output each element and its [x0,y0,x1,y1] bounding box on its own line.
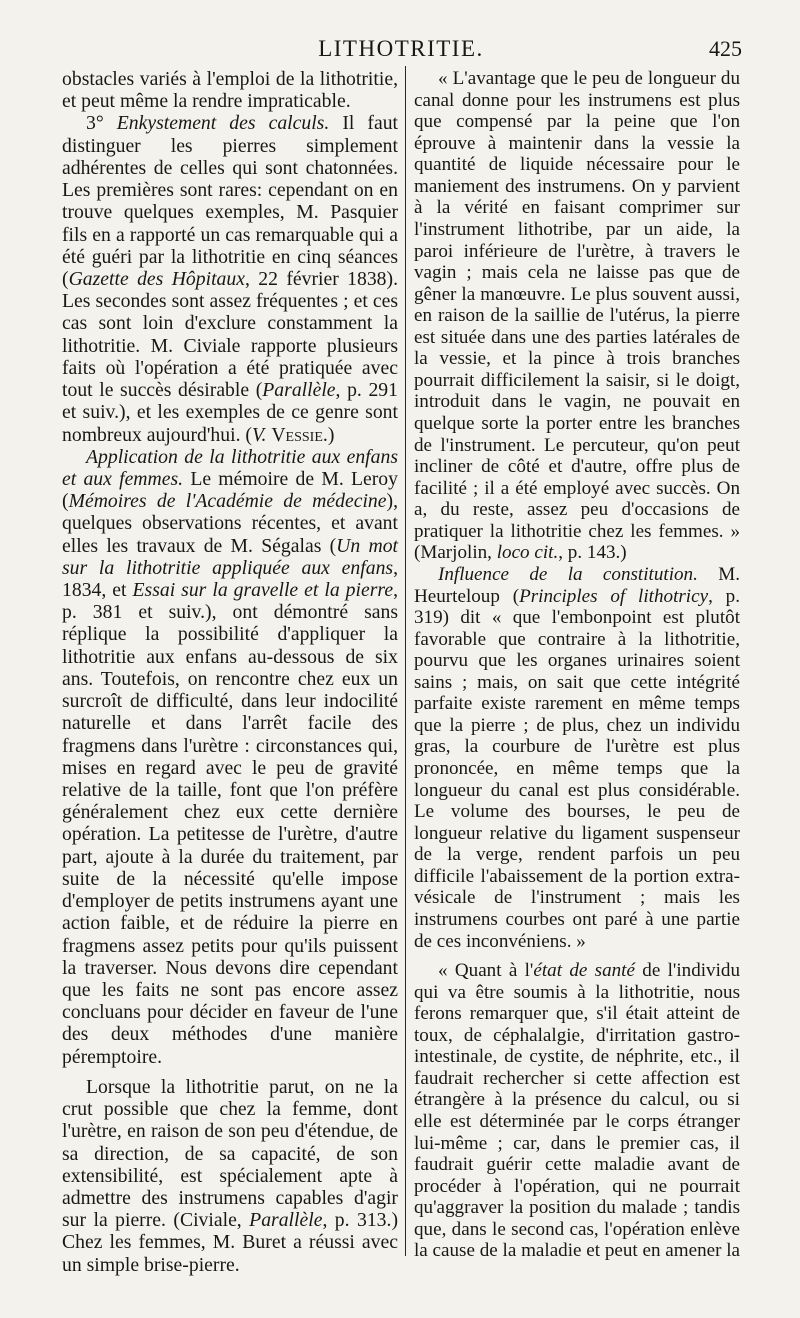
paragraph-avantage: « L'avantage que le peu de longueur du canal donne pour les instrumens est plus que compensé par la peine que l'on éprouve à maintenir dans la vessie la quantité de liquide nécessaire pour le maniement des instrumens. On y parvient à la vérité en faisant comprimer sur l'instrument lithotribe, par un aide, la paroi inférieure de l'urètre, à travers le vagin ; mais cela ne laisse pas que de gêner la manœuvre. Le plus souvent aussi, en raison de la saillie de l'utérus, la pierre est située dans une des parties latérales de la vessie, et la pince à trois branches pourrait difficilement la saisir, si le doigt, introduit dans le vagin, ne pouvait en quelque sorte la porter entre les branches de l'instrument. Le percuteur, qu'on peut incliner de côté et d'autre, offre plus de facilité ; il a été employé avec succès. On a, du reste, assez peu d'occasions de pratiquer la lithotritie chez les femmes. » (Marjolin, loco cit., p. 143.) [414,68,740,564]
left-column [62,68,398,1276]
section-heading-constitution: Influence de la constitution. [438,563,698,585]
page-number: 425 [709,36,742,61]
citation-gazette: Gazette des Hôpitaux [68,267,245,290]
emphasis-etat-de-sante: état de santé [533,960,635,982]
cross-reference-vessie: Vessie [271,423,323,446]
citation-essai: Essai sur la gravelle et la pierre [132,579,394,602]
paragraph-femme: Lorsque la lithotritie parut, on ne la crut possible que chez la femme, dont l'urètre, en raison de son peu d'étendue, de sa direction, de sa capacité, de son extensibilité, est spécialement apte à admettre des instrumens capables d'agir sur la pierre. (Civiale, Parallèle, p. 313.) Chez les femmes, M. Buret a réussi avec un simple brise-pierre. [62,1075,398,1276]
paragraph-enkystement: 3° Enkystement des calculs. Il faut distinguer les pierres simplement adhérentes de celles qui sont chatonnées. Les premières sont rares: cependant on en trouve quelques exemples, M. Pasquier fils en a rapporté un cas remarquable qui a été guéri par la lithotritie en cinq séances (Gazette des Hôpitaux, 22 février 1838). Les secondes sont assez fréquentes ; et ces cas sont loin d'exclure constamment la lithotritie. M. Civiale rapporte plusieurs faits où l'opération a été pratiquée avec tout le succès désirable (Parallèle, p. 291 et suiv.), et les exemples de ce genre sont nombreux aujourd'hui. (V. Vessie.) [62,112,399,446]
paragraph-continuation: obstacles variés à l'emploi de la lithotritie, et peut même la rendre impraticable. [62,68,398,113]
citation-parallele-2: Parallèle [249,1209,323,1232]
citation-parallele: Parallèle [262,379,336,402]
section-heading-application: Application de la lithotritie aux enfans et aux femmes. [62,445,398,490]
page-header [60,36,742,66]
citation-loco-cit: loco cit. [496,542,559,564]
right-column [414,68,740,1262]
paragraph-etat-de-sante: « Quant à l'état de santé de l'individu qui va être soumis à la lithotritie, nous ferons remarquer que, s'il était atteint de toux, de céphalalgie, d'irritation gastro-intestinale, de cystite, de néphrite, etc., il faudrait rechercher si cette affection est étrangère à la présence du calcul, ou si elle est déterminée par le corps étranger lui-même ; car, dans le premier cas, il faudrait guérir cette maladie avant de procéder à l'opération, qui ne pourrait qu'aggraver la position du malade ; tandis que, dans le second cas, l'opération enlève la cause de la maladie et peut en amener la [414,960,741,1262]
citation-principles: Principles of lithotricy [519,585,709,607]
paragraph-constitution: Influence de la constitution. M. Heurteloup (Principles of lithotricy, p. 319) dit « que l'embonpoint est plutôt favorable que contraire à la lithotritie, pourvu que les organes urinaires soient sains ; mais, on sait que cette intégrité parfaite existe rarement en même temps que la pierre ; de plus, chez un individu gras, la courbure de l'urètre est plus prononcée, en même temps que la longueur du canal est plus considérable. Le volume des bourses, le peu de longueur relative du ligament suspenseur de la verge, rendent parfois un peu difficile l'abaissement de la portion extra-vésicale de l'instrument ; mais les instrumens courbes ont paré à une partie de ces inconvéniens. » [414,563,740,952]
running-title: LITHOTRITIE. [318,36,484,61]
paragraph-application: Application de la lithotritie aux enfans et aux femmes. Le mémoire de M. Leroy (Mémoires de l'Académie de médecine), quelques observations récentes, et avant elles les travaux de M. Ségalas (Un mot sur la lithotritie appliquée aux enfans, 1834, et Essai sur la gravelle et la pierre, p. 381 et suiv.), ont démontré sans réplique la possibilité d'appliquer la lithotritie aux enfans au-dessous de six ans. Toutefois, on rencontre chez eux un surcroît de difficulté, dans leur indocilité naturelle et dans l'arrêt facile des fragmens dans l'urètre : circonstances qui, mises en regard avec le peu de gravité relative de la taille, font que l'on préfère généralement chez eux cette dernière opération. La petitesse de l'urètre, d'autre part, ajoute à la durée du traitement, par suite de la nécessité qu'elle impose d'employer de petits instrumens ayant une action faible, et de réduire la pierre en fragmens assez petits pour qu'ils puissent la traverser. Nous devons dire cependant que les faits ne sont pas encore assez concluans pour décider en faveur de l'une des deux méthodes d'une manière péremptoire. [62,445,399,1068]
citation-memoires: Mémoires de l'Académie de médecine [68,490,387,513]
column-divider [405,66,406,1256]
section-heading-enkystement: Enkystement des calculs. [116,112,330,135]
citation-un-mot: Un mot sur la lithotritie appliquée aux enfans [62,534,399,579]
